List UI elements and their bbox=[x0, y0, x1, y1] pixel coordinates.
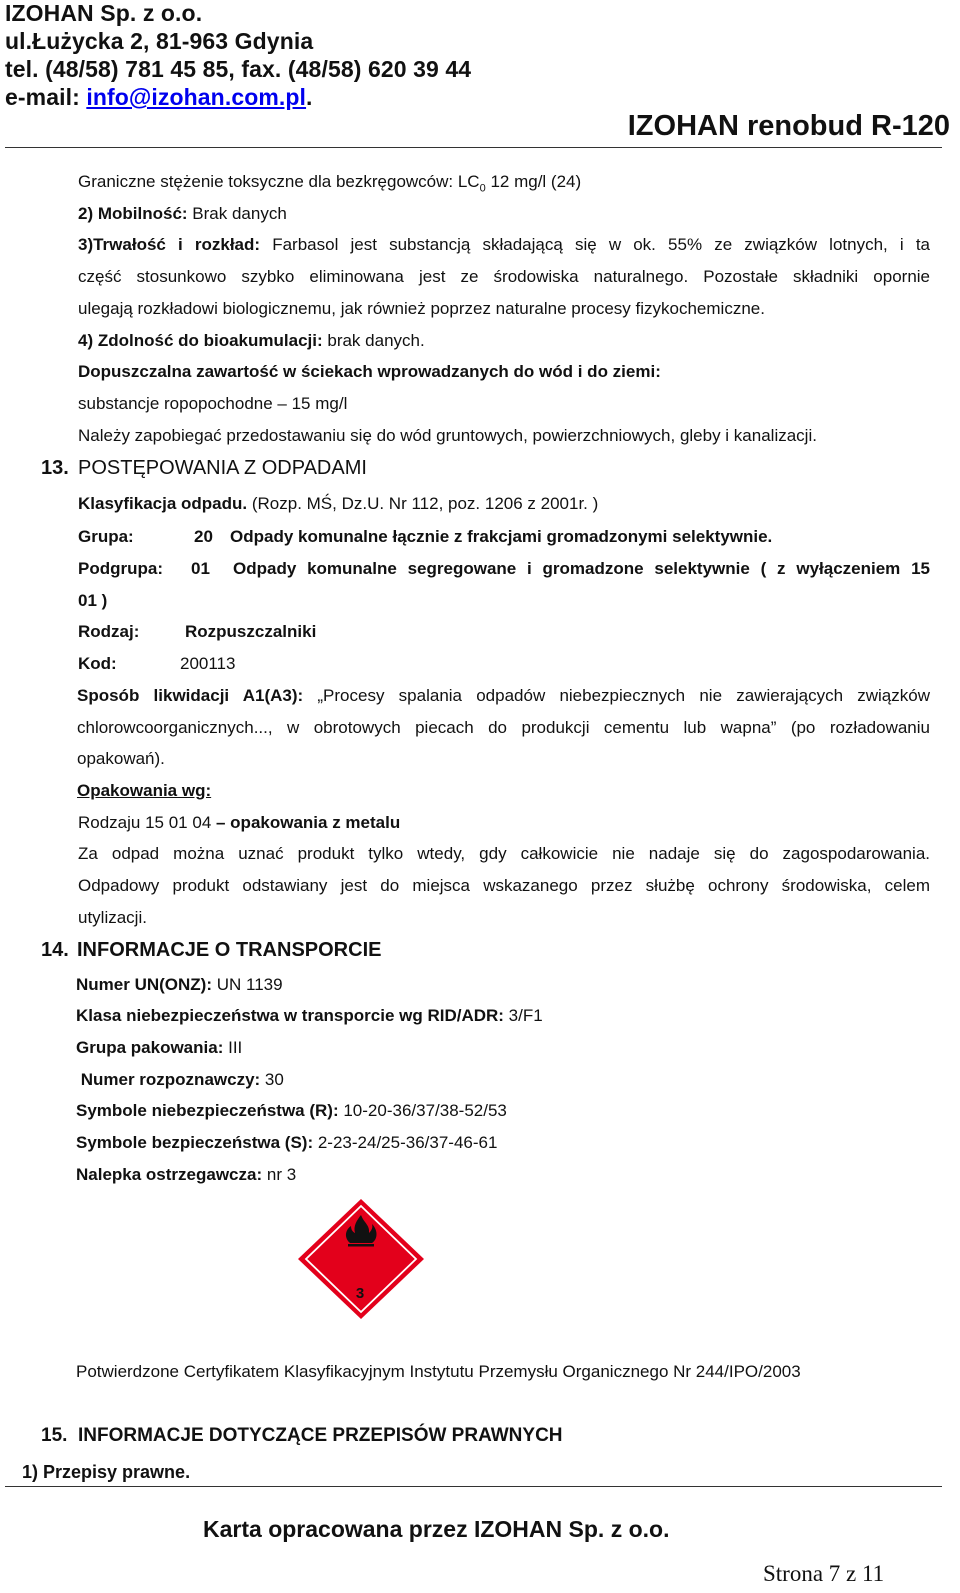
packaging-heading: Opakowania wg: bbox=[77, 781, 212, 800]
persistence-line3: ulegają rozkładowi biologicznemu, jak również poprzez naturalne procesy fizykochemiczne. bbox=[78, 299, 765, 318]
transport-value: 30 bbox=[260, 1070, 284, 1089]
subgroup-text: Odpady komunalne segregowane i gromadzone selektywnie ( z wyłączeniem 15 bbox=[233, 559, 930, 578]
transport-un-number bbox=[76, 975, 283, 995]
disposal-label: Sposób likwidacji A1(A3): bbox=[77, 686, 304, 705]
disposal-line2: chlorowcoorganicznych..., w obrotowych piecach do produkcji cementu lub wapna” (po rozładowaniu bbox=[77, 718, 930, 737]
company-email-line bbox=[5, 84, 313, 111]
transport-label: Numer rozpoznawczy: bbox=[76, 1070, 261, 1089]
section-15-number: 15. bbox=[41, 1425, 68, 1446]
disposal-line3: opakowań). bbox=[77, 749, 165, 768]
company-name: IZOHAN Sp. z o.o. bbox=[5, 0, 203, 26]
footer-text: Karta opracowana przez IZOHAN Sp. z o.o. bbox=[203, 1516, 670, 1542]
flammable-hazard-diamond-icon bbox=[296, 1197, 426, 1321]
mobility-line bbox=[78, 204, 287, 224]
company-phone: tel. (48/58) 781 45 85, fax. (48/58) 620 39 44 bbox=[5, 56, 472, 82]
lc0-text-a: Graniczne stężenie toksyczne dla bezkręgowców: LC bbox=[78, 172, 480, 191]
transport-class bbox=[76, 1006, 543, 1026]
section-13-title: POSTĘPOWANIA Z ODPADAMI bbox=[78, 457, 367, 479]
product-name: IZOHAN renobud R-120 bbox=[627, 110, 950, 142]
company-address: ul.Łużycka 2, 81-963 Gdynia bbox=[5, 28, 314, 54]
mobility-text: Brak danych bbox=[187, 204, 287, 223]
transport-label: Grupa pakowania: bbox=[76, 1038, 224, 1057]
group-code: 20 bbox=[194, 527, 213, 546]
transport-value: 10-20-36/37/38-52/53 bbox=[338, 1101, 507, 1120]
disposal-text1: „Procesy spalania odpadów niebezpiecznych nie zawierających związków bbox=[303, 686, 930, 705]
transport-label: Numer UN(ONZ): bbox=[76, 975, 212, 994]
email-suffix: . bbox=[306, 84, 313, 110]
classification-text: (Rozp. MŚ, Dz.U. Nr 112, poz. 1206 z 2001r. ) bbox=[247, 494, 599, 513]
code-text: 200113 bbox=[180, 654, 236, 673]
bioaccumulation-text: brak danych. bbox=[322, 331, 425, 350]
waste-note-line3: utylizacji. bbox=[78, 908, 147, 927]
packaging-desc: – opakowania z metalu bbox=[216, 813, 401, 832]
transport-label: Symbole bezpieczeństwa (S): bbox=[76, 1133, 314, 1152]
waste-note-line1: Za odpad można uznać produkt tylko wtedy, gdy całkowicie nie nadaje się do zagospodarowania. bbox=[78, 844, 930, 863]
section-14-number: 14. bbox=[41, 939, 69, 961]
transport-label: Nalepka ostrzegawcza: bbox=[76, 1165, 263, 1184]
page-number: Strona 7 z 11 bbox=[763, 1561, 885, 1586]
transport-value: UN 1139 bbox=[212, 975, 283, 994]
transport-label: Symbole niebezpieczeństwa (R): bbox=[76, 1101, 339, 1120]
transport-packing-group bbox=[76, 1038, 242, 1058]
packaging-code: Rodzaju 15 01 04 bbox=[78, 813, 216, 832]
section-15-title: INFORMACJE DOTYCZĄCE PRZEPISÓW PRAWNYCH bbox=[78, 1425, 563, 1446]
waste-note-line2: Odpadowy produkt odstawiany jest do miejsca wskazanego przez służbę ochrony środowiska, celem bbox=[78, 876, 930, 895]
persistence-text1: Farbasol jest substancją składającą się w ok. 55% ze związków lotnych, i ta bbox=[260, 235, 930, 254]
subgroup-label: Podgrupa: bbox=[78, 559, 163, 578]
persistence-line1 bbox=[78, 235, 930, 255]
persistence-line2: część stosunkowo szybko eliminowana jest ze środowiska naturalnego. Pozostałe składniki opornie bbox=[78, 267, 930, 286]
type-text: Rozpuszczalniki bbox=[185, 622, 317, 641]
transport-label: Klasa niebezpieczeństwa w transporcie wg RID/ADR: bbox=[76, 1006, 504, 1025]
subgroup-code: 01 bbox=[191, 559, 210, 578]
group-label: Grupa: bbox=[78, 527, 134, 546]
legal-regulations-heading: 1) Przepisy prawne. bbox=[22, 1462, 191, 1482]
certificate-note: Potwierdzone Certyfikatem Klasyfikacyjnym Instytutu Przemysłu Organicznego Nr 244/IPO/2003 bbox=[76, 1362, 801, 1381]
transport-value: nr 3 bbox=[262, 1165, 297, 1184]
allowed-content-heading: Dopuszczalna zawartość w ściekach wprowadzanych do wód i do ziemi: bbox=[78, 362, 661, 381]
transport-s-phrases bbox=[76, 1133, 497, 1153]
packaging-type bbox=[78, 813, 400, 833]
transport-value: 2-23-24/25-36/37-46-61 bbox=[313, 1133, 498, 1152]
persistence-label: 3)Trwałość i rozkład: bbox=[78, 235, 261, 254]
transport-r-phrases bbox=[76, 1101, 507, 1121]
group-text: Odpady komunalne łącznie z frakcjami gromadzonymi selektywnie. bbox=[230, 527, 773, 546]
transport-warning-label bbox=[76, 1165, 296, 1185]
type-label: Rodzaj: bbox=[78, 622, 140, 641]
waste-classification bbox=[78, 494, 598, 514]
bioaccumulation-line bbox=[78, 331, 425, 351]
lc0-text-b: 12 mg/l (24) bbox=[485, 172, 582, 191]
prevention-note: Należy zapobiegać przedostawaniu się do wód gruntowych, powierzchniowych, gleby i kanalizacji. bbox=[78, 426, 817, 445]
allowed-content-value: substancje ropopochodne – 15 mg/l bbox=[78, 394, 348, 413]
mobility-label: 2) Mobilność: bbox=[78, 204, 188, 223]
header-rule bbox=[5, 147, 942, 148]
bioaccumulation-label: 4) Zdolność do bioakumulacji: bbox=[78, 331, 323, 350]
section-14-title: INFORMACJE O TRANSPORCIE bbox=[77, 939, 382, 961]
transport-hazard-id bbox=[76, 1070, 284, 1090]
hazard-class-number: 3 bbox=[355, 1285, 365, 1302]
email-label: e-mail: bbox=[5, 84, 87, 110]
code-label: Kod: bbox=[78, 654, 117, 673]
lc0-sub: 0 bbox=[479, 182, 486, 195]
email-link[interactable]: info@izohan.com.pl bbox=[86, 84, 307, 110]
section-13-number: 13. bbox=[41, 457, 69, 479]
subgroup-text2: 01 ) bbox=[78, 591, 108, 610]
classification-label: Klasyfikacja odpadu. bbox=[78, 494, 248, 513]
transport-value: 3/F1 bbox=[503, 1006, 543, 1025]
disposal-line1 bbox=[77, 686, 930, 706]
lc0-line bbox=[78, 172, 581, 194]
footer-rule bbox=[5, 1486, 942, 1487]
transport-value: III bbox=[223, 1038, 243, 1057]
